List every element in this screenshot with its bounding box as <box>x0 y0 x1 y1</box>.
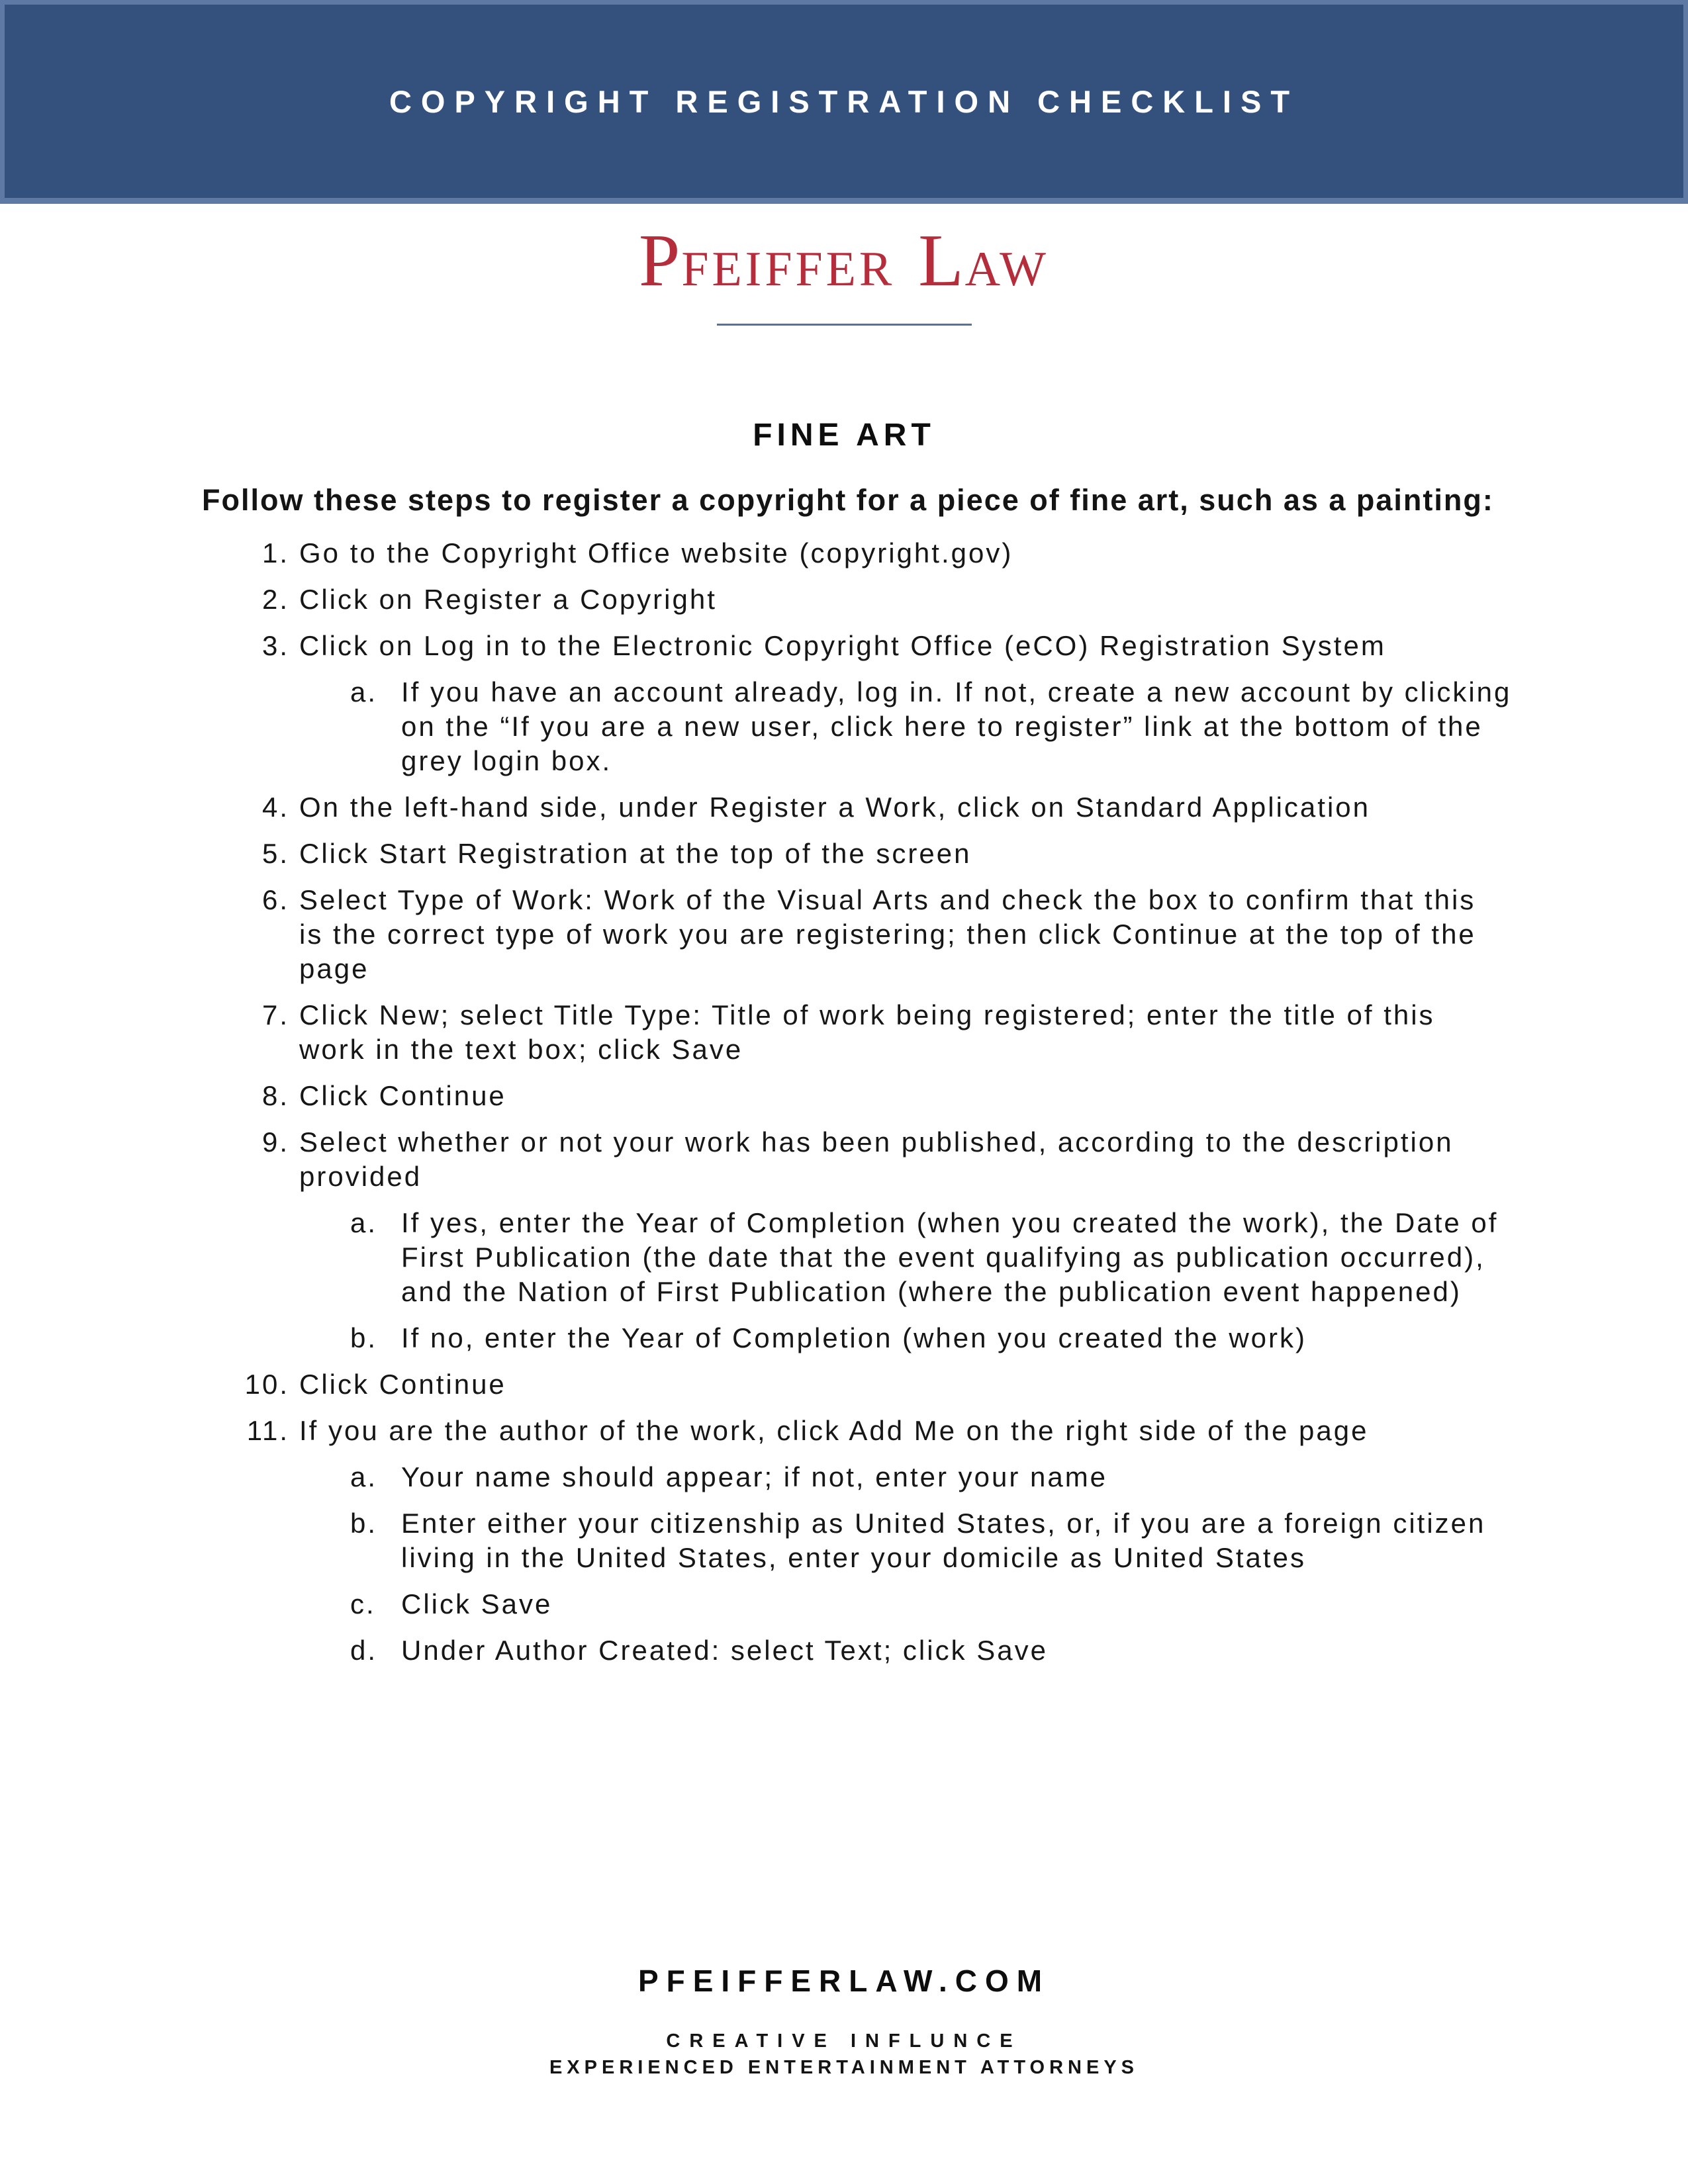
step-text: Click New; select Title Type: Title of work being registered; enter the title of this work in the text box; click Save <box>299 999 1435 1065</box>
step-number: 10. <box>244 1369 289 1400</box>
step-text: Click Continue <box>299 1369 506 1400</box>
step-text: Click on Register a Copyright <box>299 584 717 615</box>
footer-website: PFEIFFERLAW.COM <box>637 1964 1051 1998</box>
sub-list-item <box>350 675 1559 778</box>
sub-list-item <box>350 1460 1559 1494</box>
step-number: 1. <box>261 537 289 569</box>
header-banner <box>0 0 1688 204</box>
intro-paragraph: Follow these steps to register a copyright for a piece of fine art, such as a painting: <box>202 483 1494 517</box>
substeps <box>202 675 1559 778</box>
logo-word2-initial: L <box>918 220 965 302</box>
step-number: 4. <box>261 792 289 823</box>
steps-list <box>202 536 1559 1668</box>
sub-list-item <box>350 1206 1559 1309</box>
substep-text: If no, enter the Year of Completion (when you created the work) <box>401 1322 1307 1353</box>
logo-word2-rest: AW <box>964 242 1049 296</box>
step-text: Select Type of Work: Work of the Visual Arts and check the box to confirm that this is the correct type of work you are registering; then click Continue at the top of the page <box>299 884 1476 984</box>
step-number: 5. <box>261 838 289 869</box>
sub-list-item <box>350 1587 1559 1621</box>
step-number: 8. <box>261 1080 289 1111</box>
substep-text: Click Save <box>401 1588 553 1619</box>
list-item <box>202 1125 1559 1355</box>
sub-list-item <box>350 1633 1559 1668</box>
substep-letter: b. <box>350 1322 378 1353</box>
substep-letter: c. <box>350 1588 376 1619</box>
step-text: Click on Log in to the Electronic Copyright Office (eCO) Registration System <box>299 630 1386 661</box>
pfeiffer-law-logo <box>0 220 1688 326</box>
substeps <box>202 1206 1559 1355</box>
sub-list-item <box>350 1321 1559 1355</box>
section-title: FINE ART <box>753 417 935 453</box>
step-number: 3. <box>261 630 289 661</box>
step-number: 7. <box>261 999 289 1030</box>
document-title: COPYRIGHT REGISTRATION CHECKLIST <box>389 83 1299 119</box>
logo-word1-rest: FEIFFER <box>681 242 896 296</box>
sub-list-item <box>350 1506 1559 1575</box>
list-item <box>202 1079 1559 1113</box>
document-body <box>202 481 1559 1680</box>
logo-underline <box>717 324 972 326</box>
list-item <box>202 629 1559 778</box>
footer-tagline-line1: CREATIVE INFLUNCE <box>666 2030 1022 2052</box>
step-text: If you are the author of the work, click Add Me on the right side of the page <box>299 1415 1369 1446</box>
substep-letter: d. <box>350 1635 378 1666</box>
substep-text: If yes, enter the Year of Completion (when you created the work), the Date of First Publication (the date that the event qualifying as publication occurred), and the Nation of First Publication (where the publication event happened) <box>401 1207 1499 1307</box>
substep-letter: b. <box>350 1508 378 1539</box>
list-item <box>202 1414 1559 1668</box>
list-item <box>202 790 1559 825</box>
substep-text: If you have an account already, log in. If not, create a new account by clicking on the “If you are a new user, click here to register” link at the bottom of the grey login box. <box>401 676 1512 776</box>
step-number: 11. <box>246 1415 289 1446</box>
step-text: Go to the Copyright Office website (copyright.gov) <box>299 537 1013 569</box>
step-number: 9. <box>261 1126 289 1158</box>
step-text: Select whether or not your work has been published, according to the description provided <box>299 1126 1454 1192</box>
step-text: On the left-hand side, under Register a Work, click on Standard Application <box>299 792 1370 823</box>
substep-letter: a. <box>350 676 378 707</box>
footer-tagline-line2: EXPERIENCED ENTERTAINMENT ATTORNEYS <box>549 2057 1139 2078</box>
list-item <box>202 582 1559 617</box>
list-item <box>202 1367 1559 1402</box>
substep-text: Under Author Created: select Text; click Save <box>401 1635 1048 1666</box>
step-number: 6. <box>261 884 289 915</box>
substep-text: Enter either your citizenship as United States, or, if you are a foreign citizen living in the United States, enter your domicile as United States <box>401 1508 1486 1573</box>
substep-letter: a. <box>350 1207 378 1238</box>
list-item <box>202 883 1559 986</box>
substeps <box>202 1460 1559 1668</box>
list-item <box>202 837 1559 871</box>
logo-word1-initial: P <box>639 220 682 302</box>
list-item <box>202 536 1559 570</box>
substep-letter: a. <box>350 1461 378 1492</box>
step-text: Click Start Registration at the top of the screen <box>299 838 972 869</box>
list-item <box>202 998 1559 1067</box>
step-number: 2. <box>261 584 289 615</box>
substep-text: Your name should appear; if not, enter your name <box>401 1461 1108 1492</box>
step-text: Click Continue <box>299 1080 506 1111</box>
